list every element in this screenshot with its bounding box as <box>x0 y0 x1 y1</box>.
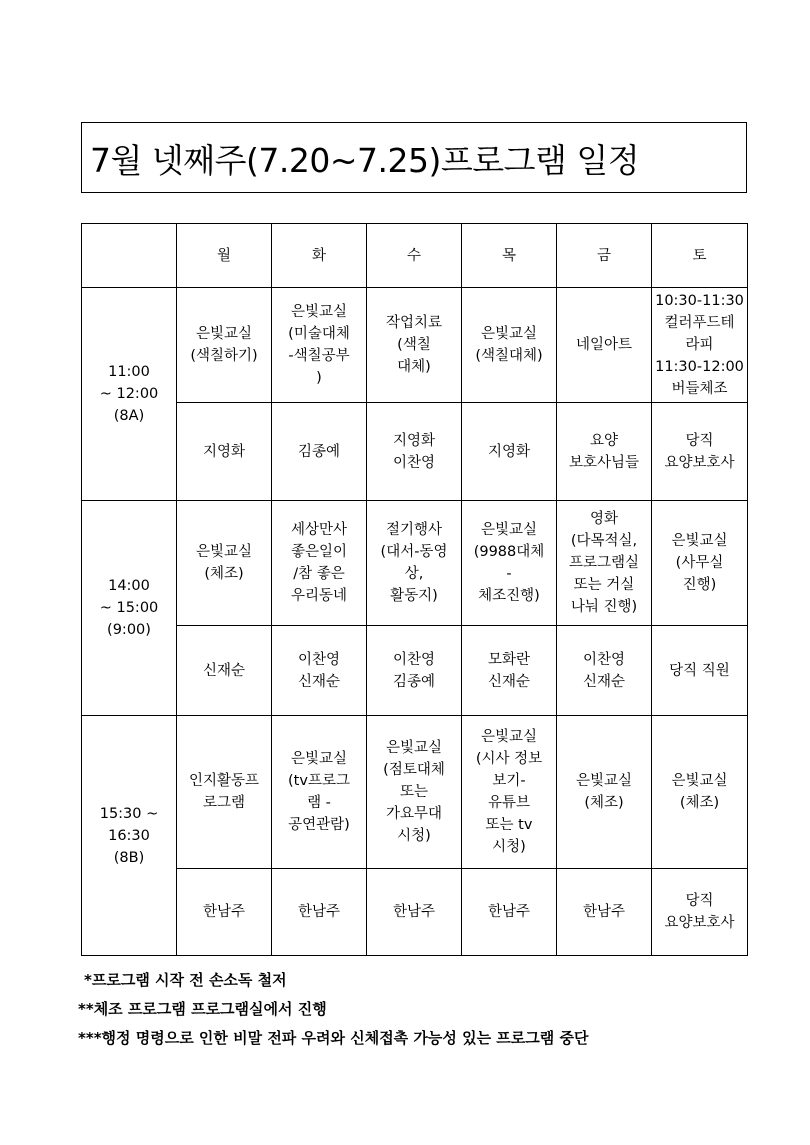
program-cell: 네일아트 <box>557 288 652 403</box>
time-cell: 11:00 ~ 12:00 (8A) <box>82 288 177 501</box>
staff-cell: 지영화 이찬영 <box>367 403 462 501</box>
program-cell: 인지활동프 로그램 <box>177 716 272 869</box>
staff-cell: 지영화 <box>177 403 272 501</box>
program-cell: 작업치료 (색칠 대체) <box>367 288 462 403</box>
staff-cell: 이찬영 신재순 <box>272 626 367 716</box>
program-cell: 10:30-11:30 컬러푸드테 라피 11:30-12:00 버들체조 <box>652 288 748 403</box>
time-cell: 14:00 ~ 15:00 (9:00) <box>82 501 177 716</box>
staff-cell: 이찬영 신재순 <box>557 626 652 716</box>
staff-cell: 모화란 신재순 <box>462 626 557 716</box>
note-line: ***행정 명령으로 인한 비말 전파 우려와 신체접촉 가능성 있는 프로그램 중단 <box>78 1029 589 1047</box>
program-cell: 은빛교실 (시사 정보 보기- 유튜브 또는 tv 시청) <box>462 716 557 869</box>
program-cell: 은빛교실 (색칠하기) <box>177 288 272 403</box>
staff-cell: 한남주 <box>272 869 367 956</box>
program-cell: 세상만사 좋은일이 /참 좋은 우리동네 <box>272 501 367 626</box>
staff-cell: 김종예 <box>272 403 367 501</box>
staff-cell: 한남주 <box>557 869 652 956</box>
note-line: **체조 프로그램 프로그램실에서 진행 <box>78 1000 327 1018</box>
staff-cell: 지영화 <box>462 403 557 501</box>
title-box <box>81 122 747 193</box>
staff-row <box>82 403 748 501</box>
program-cell: 은빛교실 (체조) <box>557 716 652 869</box>
day-header: 목 <box>462 224 557 288</box>
program-cell: 은빛교실 (색칠대체) <box>462 288 557 403</box>
staff-cell: 신재순 <box>177 626 272 716</box>
schedule-table <box>81 223 748 956</box>
corner-cell <box>82 224 177 288</box>
header-row <box>82 224 748 288</box>
staff-cell: 당직 요양보호사 <box>652 403 748 501</box>
day-header: 월 <box>177 224 272 288</box>
staff-cell: 요양 보호사님들 <box>557 403 652 501</box>
staff-cell: 한남주 <box>177 869 272 956</box>
staff-cell: 당직 직원 <box>652 626 748 716</box>
program-cell: 은빛교실 (9988대체 - 체조진행) <box>462 501 557 626</box>
program-cell: 영화 (다목적실, 프로그램실 또는 거실 나눠 진행) <box>557 501 652 626</box>
program-row <box>82 288 748 403</box>
day-header: 금 <box>557 224 652 288</box>
program-cell: 은빛교실 (체조) <box>652 716 748 869</box>
program-cell: 은빛교실 (tv프로그 램 - 공연관람) <box>272 716 367 869</box>
staff-row <box>82 626 748 716</box>
page-title: 7월 넷째주(7.20~7.25)프로그램 일정 <box>90 141 640 180</box>
program-cell: 절기행사 (대서-동영 상, 활동지) <box>367 501 462 626</box>
staff-cell: 이찬영 김종예 <box>367 626 462 716</box>
day-header: 토 <box>652 224 748 288</box>
notes <box>78 966 588 1053</box>
staff-cell: 당직 요양보호사 <box>652 869 748 956</box>
day-header: 화 <box>272 224 367 288</box>
note-line: *프로그램 시작 전 손소독 철저 <box>84 971 287 989</box>
staff-row <box>82 869 748 956</box>
staff-cell: 한남주 <box>367 869 462 956</box>
program-row <box>82 501 748 626</box>
program-cell: 은빛교실 (미술대체 -색칠공부 ) <box>272 288 367 403</box>
program-row <box>82 716 748 869</box>
program-cell: 은빛교실 (점토대체 또는 가요무대 시청) <box>367 716 462 869</box>
day-header: 수 <box>367 224 462 288</box>
program-cell: 은빛교실 (사무실 진행) <box>652 501 748 626</box>
staff-cell: 한남주 <box>462 869 557 956</box>
program-cell: 은빛교실 (체조) <box>177 501 272 626</box>
time-cell: 15:30 ~ 16:30 (8B) <box>82 716 177 956</box>
